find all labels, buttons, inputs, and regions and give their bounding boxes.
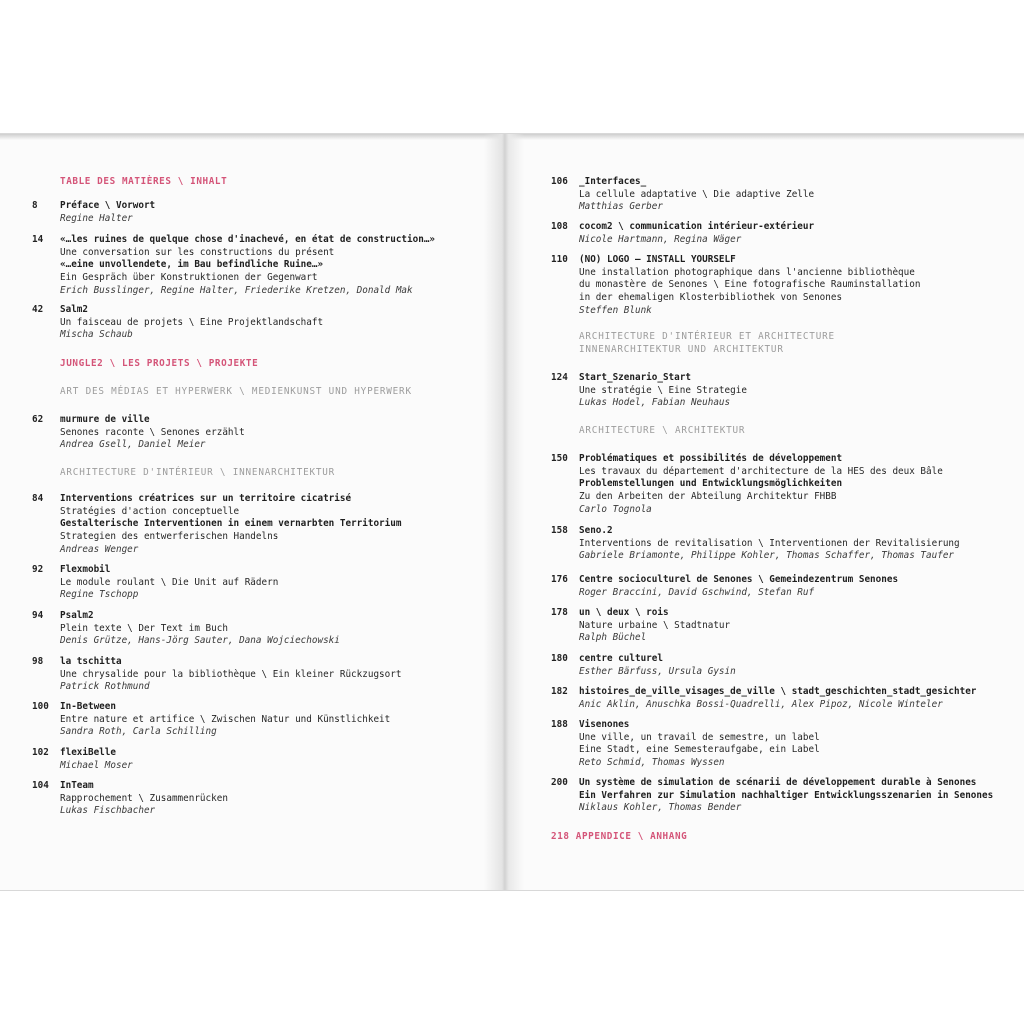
section-interior: ARCHITECTURE D'INTÉRIEUR \ INNENARCHITEKTUR bbox=[60, 467, 336, 478]
page-number-110: 110 bbox=[551, 254, 568, 265]
page-number-180: 180 bbox=[551, 653, 568, 664]
page-number-14: 14 bbox=[32, 234, 44, 245]
entry-title: murmure de ville bbox=[60, 414, 150, 425]
entry-author: Steffen Blunk bbox=[579, 304, 652, 316]
toc-entry-14[interactable] bbox=[60, 234, 435, 298]
entry-subtitle: Plein texte \ Der Text im Buch bbox=[60, 622, 228, 634]
entry-title: Un système de simulation de scénarii de développement durable à Senones bbox=[579, 777, 977, 788]
entry-author: Matthias Gerber bbox=[579, 201, 663, 213]
entry-author: Nicole Hartmann, Regina Wäger bbox=[579, 233, 742, 245]
toc-entry-110[interactable] bbox=[579, 254, 920, 318]
entry-title: centre culturel bbox=[579, 653, 663, 664]
page-number-106: 106 bbox=[551, 176, 568, 187]
entry-title: «…les ruines de quelque chose d'inachevé, en état de construction…» bbox=[60, 234, 436, 245]
entry-title: Préface \ Vorwort bbox=[60, 200, 156, 211]
left-page bbox=[0, 134, 490, 890]
page-number-100: 100 bbox=[32, 701, 49, 712]
entry-title: cocom2 \ communication intérieur-extérieur bbox=[579, 221, 815, 232]
toc-entry-176[interactable] bbox=[579, 574, 898, 599]
page-number-108: 108 bbox=[551, 221, 568, 232]
entry-author: Regine Tschopp bbox=[60, 589, 139, 601]
page-number-178: 178 bbox=[551, 607, 568, 618]
page-number-84: 84 bbox=[32, 493, 44, 504]
toc-entry-100[interactable] bbox=[60, 701, 390, 739]
page-number-8: 8 bbox=[32, 200, 38, 211]
page-number-98: 98 bbox=[32, 656, 44, 667]
toc-entry-94[interactable] bbox=[60, 610, 340, 648]
entry-title: Centre socioculturel de Senones \ Gemeindezentrum Senones bbox=[579, 574, 899, 585]
entry-title: (NO) LOGO – INSTALL YOURSELF bbox=[579, 254, 736, 265]
page-number-188: 188 bbox=[551, 719, 568, 730]
entry-author: Roger Braccini, David Gschwind, Stefan Ruf bbox=[579, 586, 815, 598]
page-number-182: 182 bbox=[551, 686, 568, 697]
entry-title: Visenones bbox=[579, 719, 630, 730]
page-number-62: 62 bbox=[32, 414, 44, 425]
entry-author: Andrea Gsell, Daniel Meier bbox=[60, 439, 206, 451]
entry-author: Reto Schmid, Thomas Wyssen bbox=[579, 757, 725, 769]
entry-author: Regine Halter bbox=[60, 212, 133, 224]
toc-entry-104[interactable] bbox=[60, 780, 228, 818]
toc-entry-106[interactable] bbox=[579, 176, 814, 214]
entry-subtitle: Stratégies d'action conceptuelle bbox=[60, 505, 240, 517]
entry-author: Erich Busslinger, Regine Halter, Friederike Kretzen, Donald Mak bbox=[60, 284, 413, 296]
entry-author: Sandra Roth, Carla Schilling bbox=[60, 726, 217, 738]
entry-subtitle-de: Strategien des entwerferischen Handelns bbox=[60, 531, 279, 543]
entry-author: Mischa Schaub bbox=[60, 329, 133, 341]
entry-title: InTeam bbox=[60, 780, 94, 791]
entry-subtitle: Entre nature et artifice \ Zwischen Natur und Künstlichkeit bbox=[60, 713, 391, 725]
toc-entry-8[interactable] bbox=[60, 200, 155, 225]
entry-line-2: Une ville, un travail de semestre, un label bbox=[579, 731, 820, 743]
entry-author: Ralph Büchel bbox=[579, 632, 647, 644]
appendix-heading[interactable]: 218 APPENDICE \ ANHANG bbox=[551, 831, 688, 842]
entry-author: Patrick Rothmund bbox=[60, 681, 150, 693]
page-number-176: 176 bbox=[551, 574, 568, 585]
toc-entry-178[interactable] bbox=[579, 607, 730, 645]
entry-author: Esther Bärfuss, Ursula Gysin bbox=[579, 665, 736, 677]
page-number-102: 102 bbox=[32, 747, 49, 758]
entry-subtitle: Le module roulant \ Die Unit auf Rädern bbox=[60, 576, 279, 588]
toc-entry-188[interactable] bbox=[579, 719, 820, 770]
entry-title: _Interfaces_ bbox=[579, 176, 647, 187]
entry-title-de: Ein Verfahren zur Simulation nachhaltiger Entwicklungsszenarien in Senones bbox=[579, 789, 994, 801]
right-page bbox=[506, 134, 1024, 890]
page-number-150: 150 bbox=[551, 453, 568, 464]
entry-title: Seno.2 bbox=[579, 525, 613, 536]
book-spread bbox=[0, 133, 1024, 891]
entry-subtitle: Un faisceau de projets \ Eine Projektlandschaft bbox=[60, 316, 324, 328]
entry-author: Carlo Tognola bbox=[579, 503, 652, 515]
section-media: ART DES MÉDIAS ET HYPERWERK \ MEDIENKUNST UND HYPERWERK bbox=[60, 386, 412, 397]
entry-subtitle: Senones raconte \ Senones erzählt bbox=[60, 426, 245, 438]
entry-title: la tschitta bbox=[60, 656, 122, 667]
page-number-158: 158 bbox=[551, 525, 568, 536]
entry-title: Problématiques et possibilités de développement bbox=[579, 453, 843, 464]
section-arch-interior-2: INNENARCHITEKTUR UND ARCHITEKTUR bbox=[579, 344, 784, 355]
entry-subtitle: Une conversation sur les constructions du présent bbox=[60, 246, 335, 258]
section-jungle: JUNGLE2 \ LES PROJETS \ PROJEKTE bbox=[60, 358, 259, 369]
entry-subtitle: Les travaux du département d'architecture de la HES des deux Bâle bbox=[579, 465, 943, 477]
entry-author: Niklaus Kohler, Thomas Bender bbox=[579, 802, 742, 814]
toc-entry-200[interactable] bbox=[579, 777, 993, 815]
section-architecture: ARCHITECTURE \ ARCHITEKTUR bbox=[579, 425, 746, 436]
page-number-94: 94 bbox=[32, 610, 44, 621]
toc-entry-62[interactable] bbox=[60, 414, 245, 452]
entry-line-2: Une installation photographique dans l'ancienne bibliothèque bbox=[579, 266, 915, 278]
entry-subtitle: Interventions de revitalisation \ Interventionen der Revitalisierung bbox=[579, 537, 960, 549]
toc-entry-124[interactable] bbox=[579, 372, 747, 410]
toc-entry-84[interactable] bbox=[60, 493, 401, 557]
toc-entry-102[interactable] bbox=[60, 747, 133, 772]
entry-title: Interventions créatrices sur un territoire cicatrisé bbox=[60, 493, 352, 504]
entry-author: Anic Aklin, Anuschka Bossi-Quadrelli, Alex Pipoz, Nicole Winteler bbox=[579, 698, 943, 710]
toc-entry-180[interactable] bbox=[579, 653, 736, 678]
entry-line-3: du monastère de Senones \ Eine fotografische Rauminstallation bbox=[579, 279, 921, 291]
page-number-104: 104 bbox=[32, 780, 49, 791]
entry-line-3: Eine Stadt, eine Semesteraufgabe, ein Label bbox=[579, 744, 820, 756]
toc-entry-158[interactable] bbox=[579, 525, 960, 563]
entry-title: Salm2 bbox=[60, 304, 88, 315]
section-arch-interior-1: ARCHITECTURE D'INTÉRIEUR ET ARCHITECTURE bbox=[579, 331, 835, 342]
page-number-124: 124 bbox=[551, 372, 568, 383]
toc-entry-92[interactable] bbox=[60, 564, 278, 602]
entry-subtitle: Une stratégie \ Eine Strategie bbox=[579, 384, 747, 396]
entry-title: Flexmobil bbox=[60, 564, 111, 575]
entry-title-de: Problemstellungen und Entwicklungsmöglichkeiten bbox=[579, 478, 843, 490]
entry-title: histoires_de_ville_visages_de_ville \ stadt_geschichten_stadt_gesichter bbox=[579, 686, 977, 697]
entry-subtitle-de: Zu den Arbeiten der Abteilung Architektur FHBB bbox=[579, 491, 837, 503]
entry-author: Michael Moser bbox=[60, 759, 133, 771]
toc-entry-98[interactable] bbox=[60, 656, 401, 694]
entry-title: flexiBelle bbox=[60, 747, 116, 758]
entry-author: Gabriele Briamonte, Philippe Kohler, Thomas Schaffer, Thomas Taufer bbox=[579, 550, 955, 562]
toc-entry-108[interactable] bbox=[579, 221, 814, 246]
entry-subtitle-de: Ein Gespräch über Konstruktionen der Gegenwart bbox=[60, 272, 318, 284]
entry-author: Lukas Fischbacher bbox=[60, 805, 156, 817]
entry-subtitle: Rapprochement \ Zusammenrücken bbox=[60, 792, 228, 804]
entry-title: un \ deux \ rois bbox=[579, 607, 669, 618]
page-number-200: 200 bbox=[551, 777, 568, 788]
entry-author: Denis Grütze, Hans-Jörg Sauter, Dana Wojciechowski bbox=[60, 635, 340, 647]
entry-title: In-Between bbox=[60, 701, 116, 712]
entry-author: Andreas Wenger bbox=[60, 543, 139, 555]
entry-subtitle: La cellule adaptative \ Die adaptive Zelle bbox=[579, 188, 815, 200]
entry-author: Lukas Hodel, Fabian Neuhaus bbox=[579, 397, 731, 409]
toc-entry-182[interactable] bbox=[579, 686, 976, 711]
entry-title: Psalm2 bbox=[60, 610, 94, 621]
toc-header: TABLE DES MATIÈRES \ INHALT bbox=[60, 176, 228, 187]
page-number-42: 42 bbox=[32, 304, 44, 315]
toc-entry-150[interactable] bbox=[579, 453, 943, 517]
entry-subtitle: Nature urbaine \ Stadtnatur bbox=[579, 619, 731, 631]
toc-entry-42[interactable] bbox=[60, 304, 323, 342]
entry-title: Start_Szenario_Start bbox=[579, 372, 691, 383]
entry-line-4: in der ehemaligen Klosterbibliothek von Senones bbox=[579, 292, 843, 304]
entry-title-de: Gestalterische Interventionen in einem vernarbten Territorium bbox=[60, 518, 402, 530]
entry-subtitle: Une chrysalide pour la bibliothèque \ Ein kleiner Rückzugsort bbox=[60, 668, 402, 680]
page-number-92: 92 bbox=[32, 564, 44, 575]
entry-title-de: «…eine unvollendete, im Bau befindliche Ruine…» bbox=[60, 259, 324, 271]
